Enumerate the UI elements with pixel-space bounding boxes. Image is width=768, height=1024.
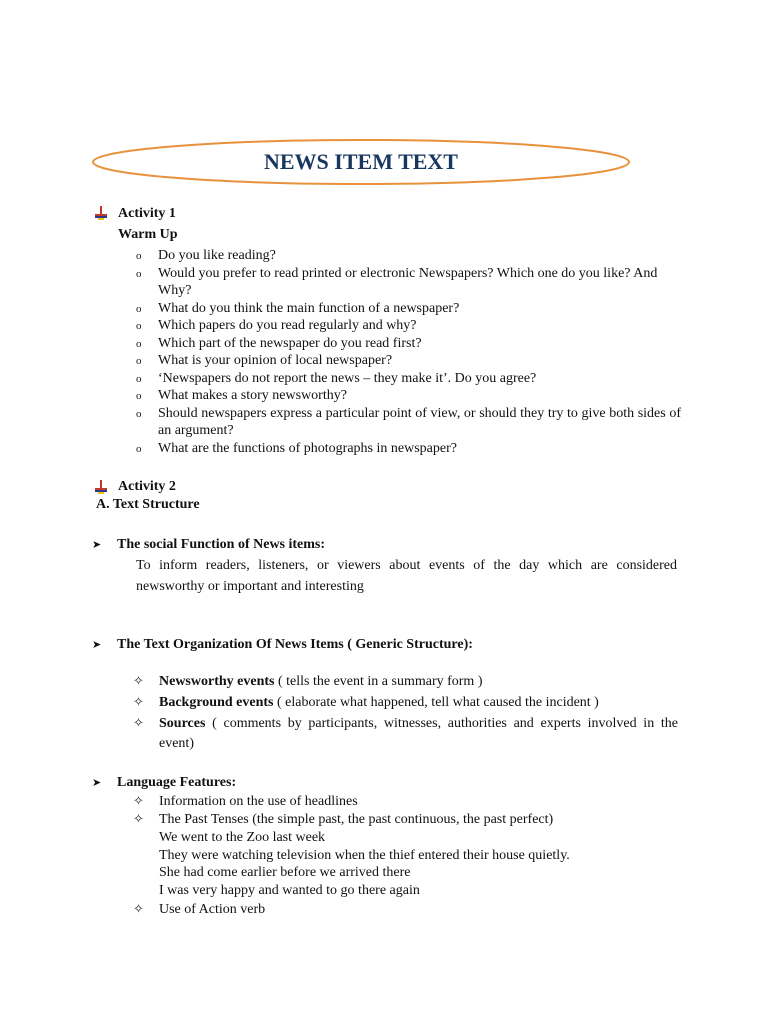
- list-item: o What is your opinion of local newspaper?: [136, 353, 393, 368]
- language-feature-item: Information on the use of headlines: [159, 794, 358, 809]
- list-item: o What makes a story newsworthy?: [136, 388, 347, 403]
- text-organization-heading: The Text Organization Of News Items ( Generic Structure):: [117, 637, 473, 652]
- list-item: o What are the functions of photographs in newspaper?: [136, 440, 457, 456]
- arrow-bullet-icon: ➤: [92, 777, 102, 789]
- list-item: o Which papers do you read regularly and why?: [136, 318, 417, 333]
- title-banner: [90, 138, 632, 186]
- organization-item: Newsworthy events ( tells the event in a summary form ): [159, 674, 483, 689]
- diamond-bullet-icon: ✧: [133, 793, 144, 808]
- diamond-bullet-icon: ✧: [133, 901, 144, 916]
- list-item: o Should newspapers express a particular point of view, or should they try to give both sides of an argument?: [136, 405, 681, 438]
- language-features-heading: Language Features:: [117, 775, 237, 790]
- warmup-question-list: [136, 247, 681, 457]
- activity-marker-icon: [94, 206, 108, 220]
- arrow-bullet-icon: ➤: [92, 639, 102, 651]
- list-item: o Do you like reading?: [136, 248, 276, 263]
- diamond-bullet-icon: ✧: [133, 673, 144, 688]
- social-function-body: To inform readers, listeners, or viewers about events of the day which are considered newsworthy or important and interesting: [136, 558, 677, 594]
- list-item: o ‘Newspapers do not report the news – they make it’. Do you agree?: [136, 370, 537, 386]
- activity2-heading: Activity 2: [118, 479, 176, 494]
- list-item: o Would you prefer to read printed or electronic Newspapers? Which one do you like? And Why?: [136, 265, 658, 298]
- arrow-bullet-icon: ➤: [92, 539, 102, 551]
- text-structure-heading: A. Text Structure: [96, 497, 200, 512]
- diamond-bullet-icon: ✧: [133, 694, 144, 709]
- example-sentence: We went to the Zoo last week: [159, 830, 326, 845]
- list-item: o Which part of the newspaper do you read first?: [136, 335, 422, 351]
- organization-item: Background events ( elaborate what happened, tell what caused the incident ): [159, 695, 599, 710]
- organization-item: Sources ( comments by participants, witnesses, authorities and experts involved in the event): [159, 716, 678, 751]
- example-sentence: They were watching television when the thief entered their house quietly.: [159, 848, 570, 863]
- example-sentence: She had come earlier before we arrived there: [159, 865, 411, 880]
- activity1-subheading: Warm Up: [118, 227, 178, 242]
- diamond-bullet-icon: ✧: [133, 715, 144, 730]
- diamond-bullet-icon: ✧: [133, 811, 144, 826]
- activity-marker-icon: [94, 480, 108, 494]
- activity1-heading: Activity 1: [118, 206, 176, 221]
- social-function-heading: The social Function of News items:: [117, 537, 326, 552]
- page-title: NEWS ITEM TEXT: [264, 149, 458, 174]
- language-feature-item: The Past Tenses (the simple past, the past continuous, the past perfect): [159, 812, 554, 827]
- list-item: o What do you think the main function of a newspaper?: [136, 300, 460, 316]
- example-sentence: I was very happy and wanted to go there again: [159, 883, 420, 898]
- language-feature-item: Use of Action verb: [159, 902, 266, 917]
